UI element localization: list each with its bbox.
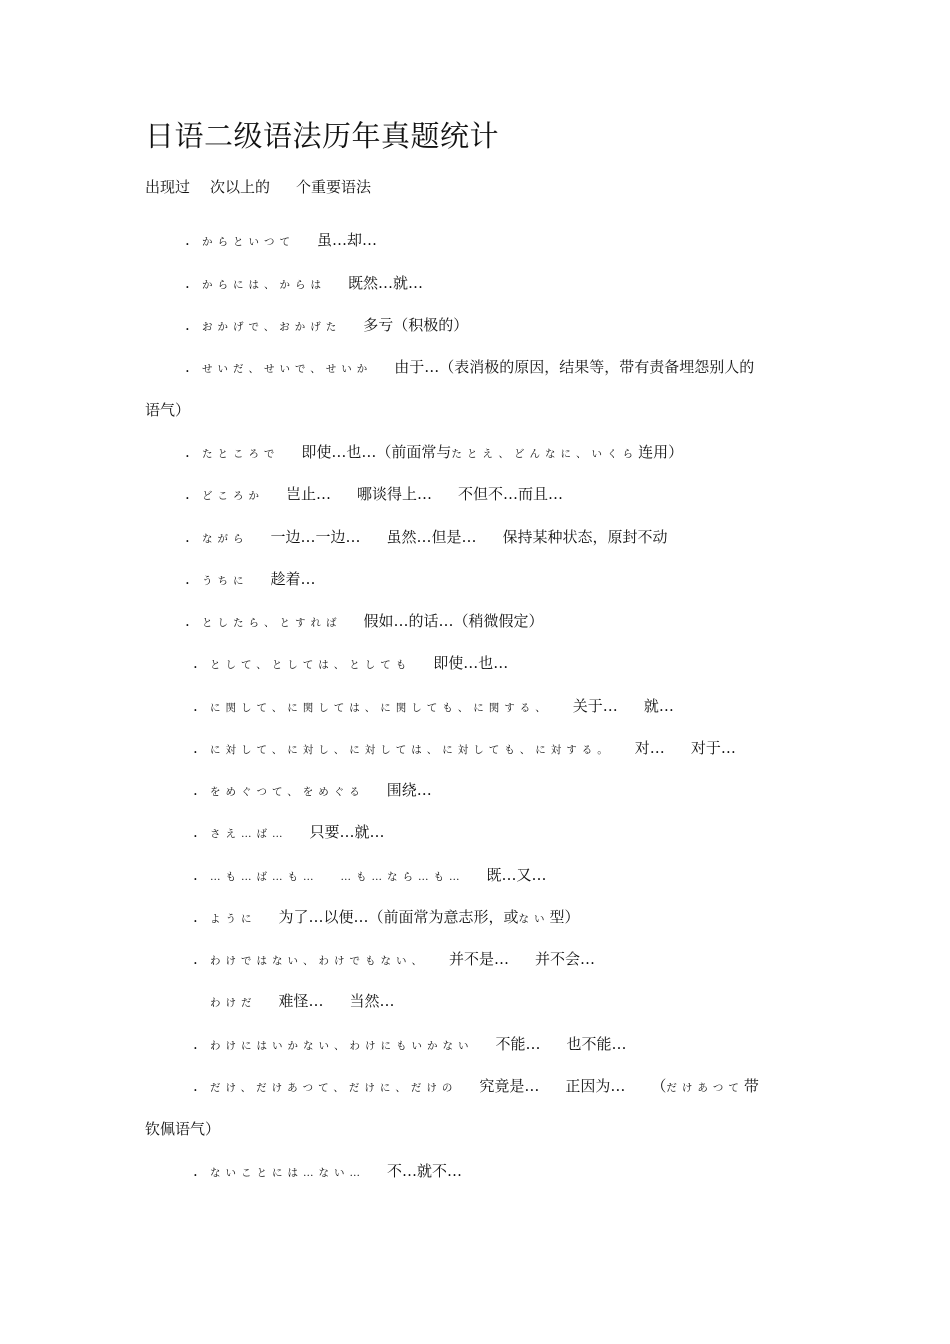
grammar-meaning: 对于…: [690, 739, 736, 757]
grammar-item: . ないことには…ない… 不…就不…: [193, 1162, 463, 1180]
grammar-pattern: わけにはいかない、わけにもいかない: [210, 1040, 474, 1052]
grammar-meaning: 正因为…: [565, 1077, 626, 1095]
grammar-pattern: わけではない、わけでもない、: [210, 955, 427, 967]
grammar-pattern: ように: [210, 913, 257, 925]
grammar-meaning-tail: 带: [743, 1077, 759, 1095]
grammar-meaning: 关于…: [572, 697, 618, 715]
grammar-meaning: 对…: [634, 739, 665, 757]
grammar-item: . に対して、に対し、に対しては、に対しても、に対する。 对… 对于…: [193, 739, 736, 757]
subtitle-part-1: 出现过: [145, 178, 191, 196]
grammar-pattern: に対して、に対し、に対しては、に対しても、に対する。: [210, 744, 613, 756]
grammar-meaning-tail: 连用）: [638, 443, 684, 461]
grammar-pattern: だけ、だけあつて、だけに、だけの: [210, 1082, 458, 1094]
grammar-meaning-continued: 语气）: [145, 401, 191, 419]
grammar-meaning: 虽…却…: [317, 231, 378, 249]
grammar-meaning: 趁着…: [270, 570, 316, 588]
grammar-meaning: 只要…就…: [309, 823, 385, 841]
grammar-pattern: をめぐつて、をめぐる: [210, 786, 365, 798]
grammar-item: . せいだ、せいで、せいか 由于…（表消极的原因，结果等，带有责备埋怨别人的: [185, 358, 755, 376]
grammar-meaning: 围绕…: [386, 781, 432, 799]
subtitle: [145, 176, 371, 197]
grammar-item: [193, 991, 395, 1013]
grammar-meaning: 也不能…: [566, 1035, 627, 1053]
grammar-pattern-inline: ない: [518, 913, 550, 925]
grammar-pattern: わけだ: [210, 997, 257, 1009]
grammar-meaning: 不但不…而且…: [458, 485, 564, 503]
grammar-item: . として、としては、としても 即使…也…: [193, 654, 509, 672]
grammar-meaning: 并不会…: [535, 950, 596, 968]
grammar-meaning: 既…又…: [486, 866, 547, 884]
grammar-meaning: 并不是…: [449, 950, 510, 968]
subtitle-part-3: 个重要语法: [296, 178, 372, 196]
grammar-item: . どころか 岂止… 哪谈得上… 不但不…而且…: [185, 485, 564, 503]
grammar-item: . ように 为了…以便…（前面常为意志形，或ない型）: [193, 908, 580, 926]
grammar-pattern-inline: だけあつて: [666, 1082, 744, 1094]
grammar-meaning: 由于…（表消极的原因，结果等，带有责备埋怨别人的: [394, 358, 755, 376]
grammar-pattern: からといつて: [202, 236, 295, 248]
grammar-pattern: どころか: [202, 490, 264, 502]
grammar-meaning: 虽然…但是…: [386, 528, 477, 546]
grammar-item: . わけではない、わけでもない、 并不是… 并不会…: [193, 950, 596, 968]
grammar-item: . をめぐつて、をめぐる 围绕…: [193, 781, 432, 799]
grammar-item: . だけ、だけあつて、だけに、だけの 究竟是… 正因为… （だけあつて带: [193, 1077, 759, 1095]
document-title: 日语二级语法历年真题统计: [145, 119, 500, 153]
grammar-meaning: 即使…也…: [433, 654, 509, 672]
grammar-meaning: 不能…: [495, 1035, 541, 1053]
grammar-item: . さえ…ば… 只要…就…: [193, 823, 385, 841]
grammar-pattern: …も…ば…も…: [210, 871, 319, 883]
grammar-item: . としたら、とすれば 假如…的话…（稍微假定）: [185, 612, 544, 630]
grammar-pattern: たところで: [202, 448, 280, 460]
grammar-meaning: 假如…的话…（稍微假定）: [363, 612, 544, 630]
grammar-pattern: ないことには…ない…: [210, 1167, 365, 1179]
grammar-item: . …も…ば…も… …も…なら…も… 既…又…: [193, 866, 547, 884]
grammar-item: . おかげで、おかげた 多亏（积极的）: [185, 316, 469, 334]
grammar-meaning: 究竟是…: [479, 1077, 540, 1095]
grammar-item: . たところで 即使…也…（前面常与たとえ、どんなに、いくら连用）: [185, 443, 684, 461]
grammar-pattern: ながら: [202, 533, 249, 545]
grammar-meaning: 一边…一边…: [270, 528, 361, 546]
grammar-pattern: おかげで、おかげた: [202, 321, 342, 333]
grammar-item: . に関して、に関しては、に関しても、に関する、 关于… 就…: [193, 697, 674, 715]
grammar-meaning: 多亏（积极的）: [363, 316, 469, 334]
grammar-pattern: としたら、とすれば: [202, 617, 342, 629]
grammar-meaning: 当然…: [349, 992, 395, 1010]
grammar-meaning: 哪谈得上…: [357, 485, 433, 503]
grammar-item: . からには、からは 既然…就…: [185, 274, 424, 292]
grammar-meaning-continued: 钦佩语气）: [145, 1120, 221, 1138]
grammar-pattern-inline: たとえ、どんなに、いくら: [451, 448, 639, 460]
grammar-pattern-alt: …も…なら…も…: [340, 871, 465, 883]
grammar-meaning-tail: 型）: [549, 908, 580, 926]
grammar-item: . わけにはいかない、わけにもいかない 不能… 也不能…: [193, 1035, 627, 1053]
grammar-meaning: 岂止…: [286, 485, 332, 503]
grammar-pattern: に関して、に関しては、に関しても、に関する、: [210, 702, 551, 714]
grammar-meaning: 既然…就…: [348, 274, 424, 292]
grammar-meaning: 难怪…: [278, 992, 324, 1010]
grammar-pattern: うちに: [202, 575, 249, 587]
grammar-item: . からといつて 虽…却…: [185, 231, 378, 249]
grammar-meaning: 不…就不…: [387, 1162, 463, 1180]
grammar-pattern: からには、からは: [202, 279, 326, 291]
grammar-pattern: せいだ、せいで、せいか: [202, 363, 373, 375]
grammar-pattern: さえ…ば…: [210, 828, 288, 840]
grammar-meaning: 保持某种状态，原封不动: [502, 528, 668, 546]
grammar-meaning: 即使…也…（前面常与: [301, 443, 452, 461]
grammar-item: . ながら 一边…一边… 虽然…但是… 保持某种状态，原封不动: [185, 528, 668, 546]
grammar-item: . うちに 趁着…: [185, 570, 316, 588]
grammar-meaning: 为了…以便…（前面常为意志形，或: [278, 908, 519, 926]
grammar-meaning: （: [651, 1077, 667, 1095]
grammar-pattern: として、としては、としても: [210, 659, 412, 671]
subtitle-part-2: 次以上的: [210, 178, 271, 196]
grammar-meaning: 就…: [643, 697, 674, 715]
